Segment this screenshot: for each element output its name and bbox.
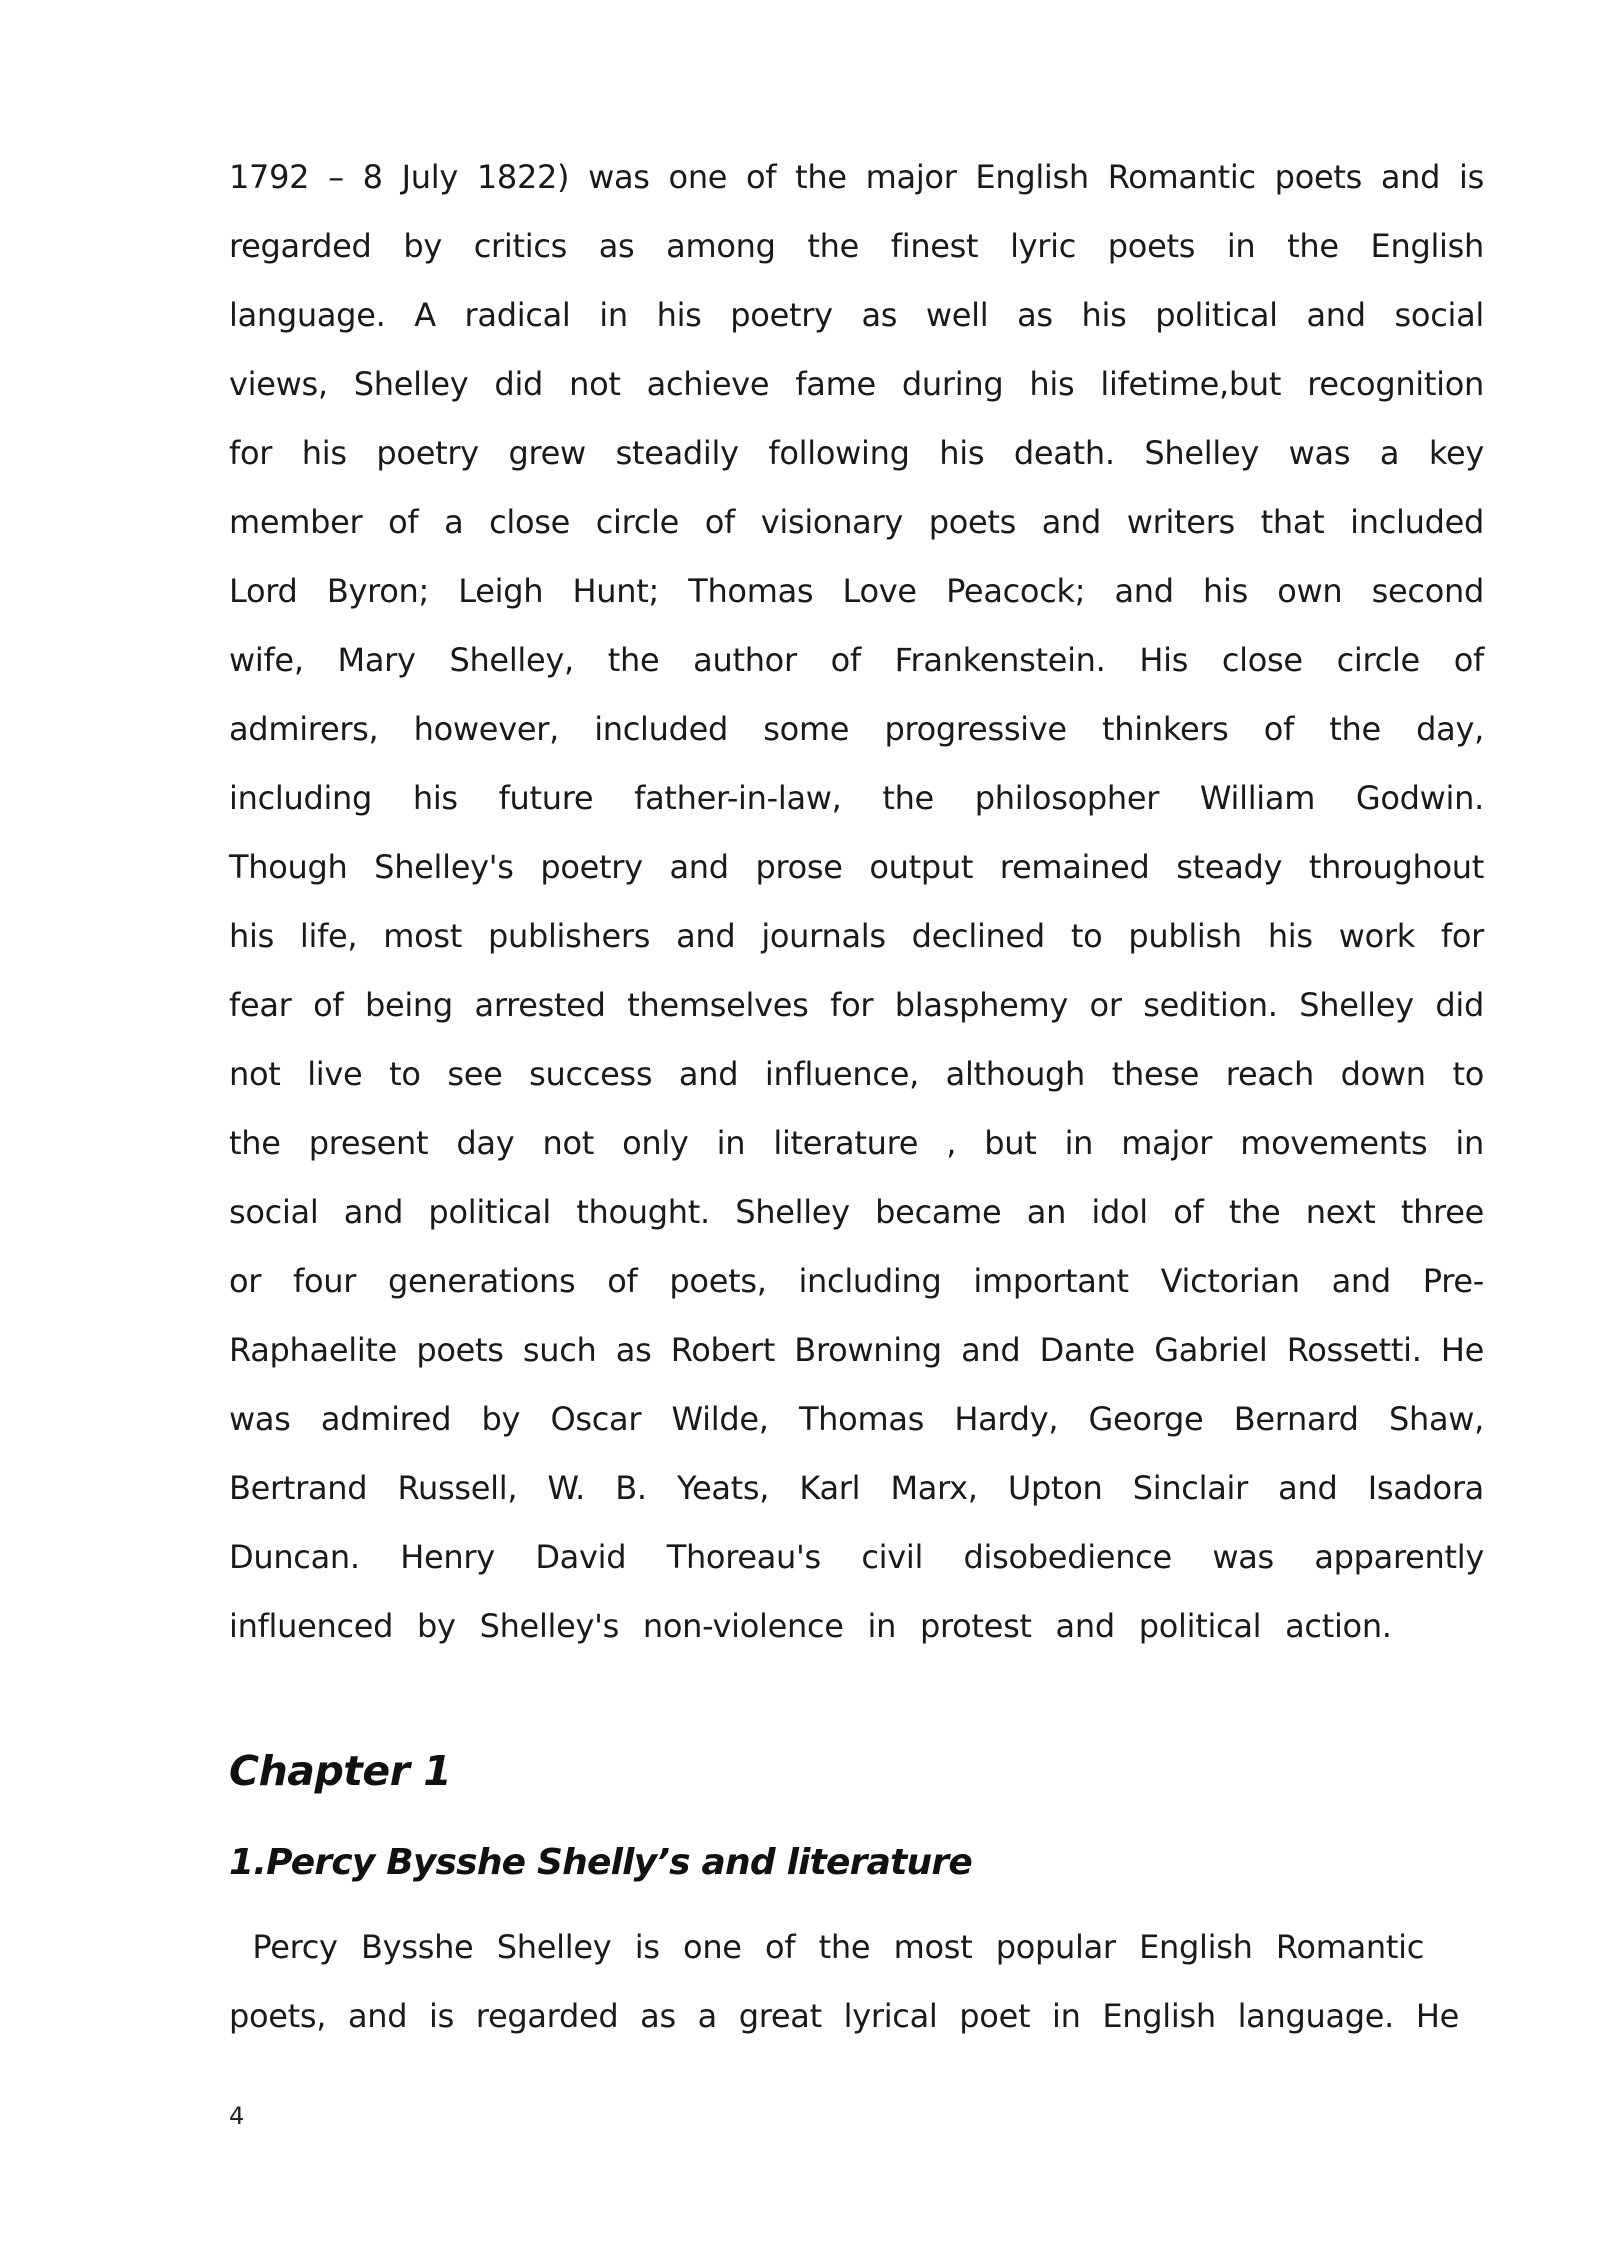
- text-line: Lord Byron; Leigh Hunt; Thomas Love Peacock; and his own second: [229, 572, 1484, 610]
- text-line: his life, most publishers and journals declined to publish his work for: [229, 917, 1484, 955]
- text-line: 1792 – 8 July 1822) was one of the major English Romantic poets and is: [229, 158, 1484, 196]
- text-line: including his future father-in-law, the philosopher William Godwin.: [229, 779, 1484, 817]
- text-line: for his poetry grew steadily following his death. Shelley was a key: [229, 434, 1484, 472]
- page-number: 4: [229, 2102, 245, 2130]
- text-line: Percy Bysshe Shelley is one of the most popular English Romantic: [229, 1928, 1424, 1966]
- text-line: or four generations of poets, including important Victorian and Pre-: [229, 1262, 1484, 1300]
- text-line: was admired by Oscar Wilde, Thomas Hardy, George Bernard Shaw,: [229, 1400, 1484, 1438]
- text-line: not live to see success and influence, although these reach down to: [229, 1055, 1484, 1093]
- text-line: Though Shelley's poetry and prose output remained steady throughout: [229, 848, 1484, 886]
- text-line: member of a close circle of visionary poets and writers that included: [229, 503, 1484, 541]
- text-line: admirers, however, included some progressive thinkers of the day,: [229, 710, 1484, 748]
- text-line: language. A radical in his poetry as well as his political and social: [229, 296, 1484, 334]
- text-line: wife, Mary Shelley, the author of Frankenstein. His close circle of: [229, 641, 1484, 679]
- text-line: the present day not only in literature , but in major movements in: [229, 1124, 1484, 1162]
- section-heading: 1.Percy Bysshe Shelly’s and literature: [229, 1842, 972, 1883]
- text-line: Duncan. Henry David Thoreau's civil disobedience was apparently: [229, 1538, 1484, 1576]
- text-line: social and political thought. Shelley became an idol of the next three: [229, 1193, 1484, 1231]
- text-line: Raphaelite poets such as Robert Browning and Dante Gabriel Rossetti. He: [229, 1331, 1484, 1369]
- text-line: views, Shelley did not achieve fame during his lifetime,but recognition: [229, 365, 1484, 403]
- chapter-heading: Chapter 1: [229, 1747, 452, 1795]
- text-line: poets, and is regarded as a great lyrical poet in English language. He: [229, 1997, 1459, 2035]
- text-line: Bertrand Russell, W. B. Yeats, Karl Marx, Upton Sinclair and Isadora: [229, 1469, 1484, 1507]
- text-line: fear of being arrested themselves for blasphemy or sedition. Shelley did: [229, 986, 1484, 1024]
- text-line: regarded by critics as among the finest lyric poets in the English: [229, 227, 1484, 265]
- text-line: influenced by Shelley's non-violence in protest and political action.: [229, 1607, 1392, 1645]
